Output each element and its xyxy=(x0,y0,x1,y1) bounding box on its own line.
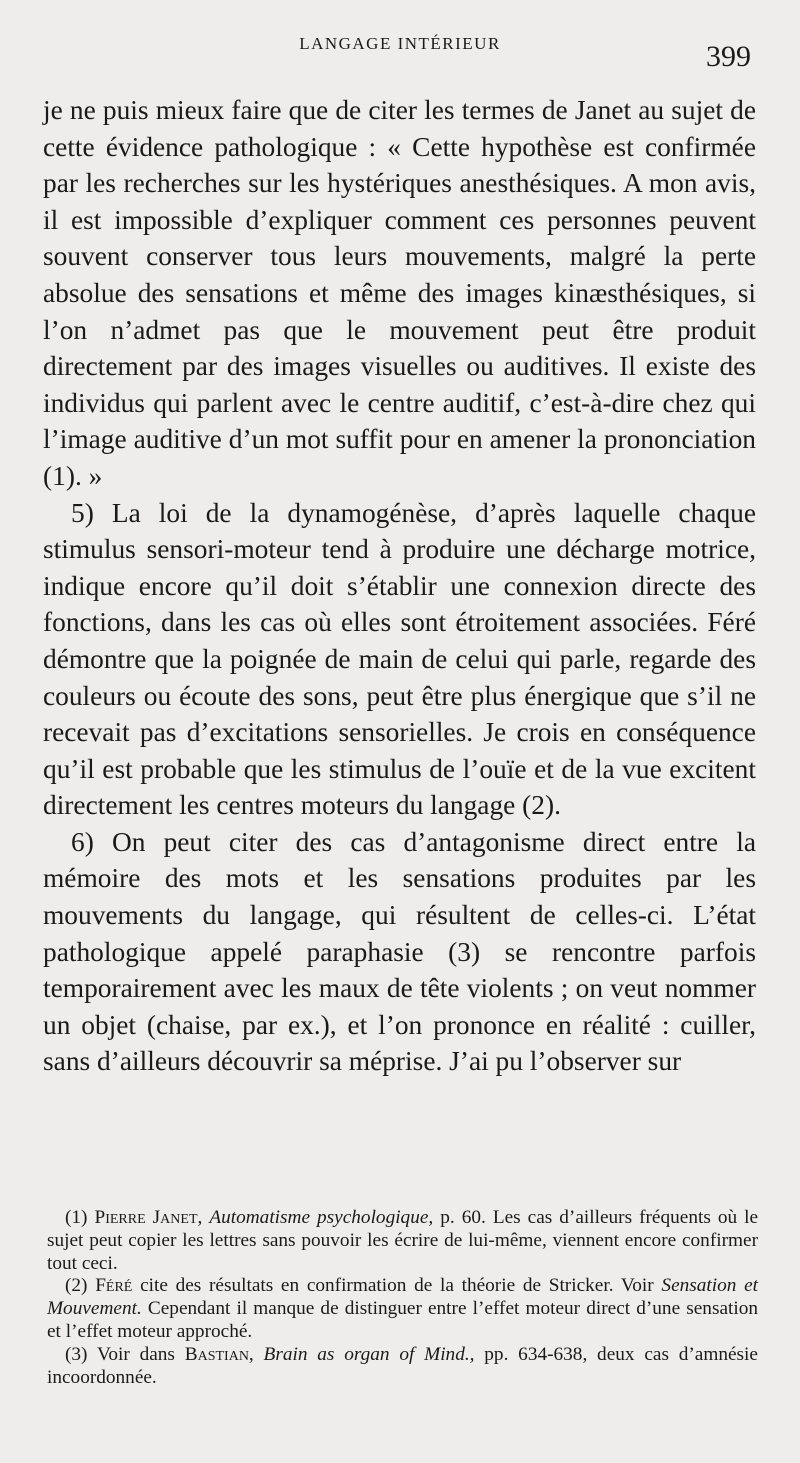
paragraph-paraphasie: 6) On peut citer des cas d’antagonisme direct entre la mémoire des mots et les sensations produites par les mouvements du langage, qui résultent de celles-ci. L’état pathologique appelé paraphasie (3) se rencontre parfois temporairement avec les maux de tête violents ; on veut nommer un objet (chaise, par ex.), et l’on prononce en réalité : cuiller, sans d’ailleurs découvrir sa méprise. J’ai pu l’observer sur xyxy=(43,826,756,1077)
footnote-author: Bastian, xyxy=(184,1343,254,1365)
footnote-text: pp. 634-638, deux cas d’amnésie incoordonnée. xyxy=(47,1343,758,1388)
footnote-text: Voir dans xyxy=(96,1343,175,1365)
paragraph-dynamogenese: 5) La loi de la dynamogénèse, d’après laquelle chaque stimulus sensori-moteur tend à produire une décharge motrice, indique encore qu’il doit s’établir une connexion directe des fonctions, dans les cas où elles sont étroitement associées. Féré démontre que la poignée de main de celui qui parle, regarde des couleurs ou écoute des sons, peut être plus énergique que s’il ne recevait pas d’excitations sensorielles. Je crois en conséquence qu’il est probable que les stimulus de l’ouïe et de la vue excitent directement les centres moteurs du langage (2). xyxy=(43,497,756,821)
footnotes xyxy=(47,1207,758,1389)
footnote-marker: (1) xyxy=(65,1207,88,1228)
footnote-1 xyxy=(47,1207,758,1275)
page-number: 399 xyxy=(706,40,751,73)
footnote-title: Brain as organ of Mind., xyxy=(263,1343,475,1365)
footnote-author: Féré xyxy=(95,1275,133,1297)
footnote-marker: (3) xyxy=(65,1343,88,1365)
footnote-text: p. 60. Les cas d’ailleurs fréquents où le sujet peut copier les lettres sans pouvoir les écrire de lui-même, viennent encore confirmer tout ceci. xyxy=(47,1207,759,1274)
footnote-title: Automatisme psychologique, xyxy=(209,1207,434,1228)
footnote-title: Sensation et Mouvement. xyxy=(47,1275,759,1320)
footnote-3 xyxy=(47,1344,758,1390)
footnote-text: cite des résultats en confirmation de la théorie de Stricker. Voir xyxy=(140,1275,654,1297)
footnote-2 xyxy=(47,1275,758,1343)
footnote-text: Cependant il manque de distinguer entre l’effet moteur direct d’une sensation et l’effet moteur approché. xyxy=(47,1298,758,1342)
paragraph-janet-quote: je ne puis mieux faire que de citer les termes de Janet au sujet de cette évidence pathologique : « Cette hypothèse est confirmée par les recherches sur les hystériques anesthésiques. A mon avis, il est impossible d’expliquer comment ces personnes peuvent souvent conserver tous leurs mouvements, malgré la perte absolue des sensations et même des images kinæsthésiques, si l’on n’admet pas que le mouvement peut être produit directement par des images visuelles ou auditives. Il existe des individus qui parlent avec le centre auditif, c’est-à-dire chez qui l’image auditive d’un mot suffit pour en amener la prononciation (1). » xyxy=(43,95,756,491)
footnote-marker: (2) xyxy=(65,1275,88,1297)
body-text xyxy=(43,92,756,1080)
running-title: LANGAGE INTÉRIEUR xyxy=(299,34,501,53)
footnote-author: Pierre Janet, xyxy=(94,1207,203,1228)
